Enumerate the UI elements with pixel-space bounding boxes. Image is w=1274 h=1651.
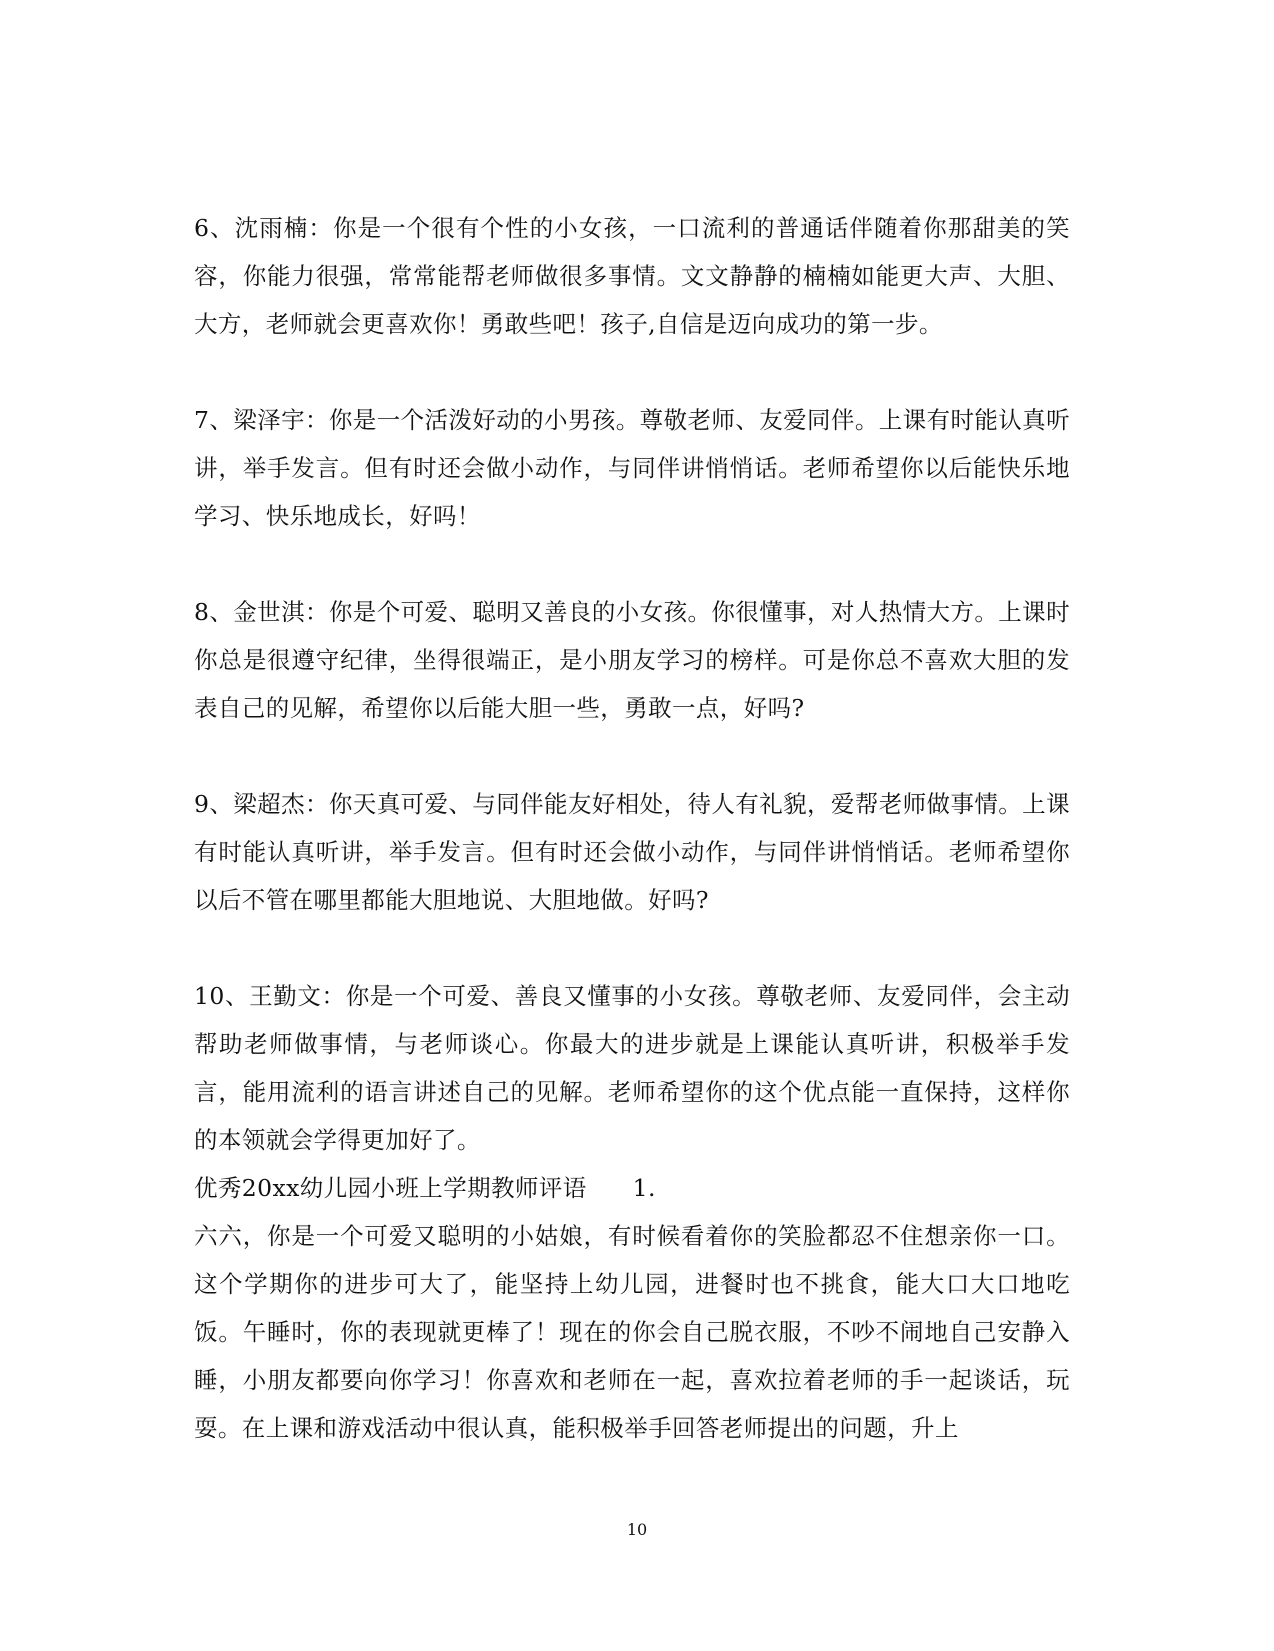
comment-paragraph-6: 6、沈雨楠：你是一个很有个性的小女孩，一口流利的普通话伴随着你那甜美的笑容，你能力很强，常常能帮老师做很多事情。文文静静的楠楠如能更大声、大胆、大方，老师就会更喜欢你！勇敢些吧！孩子,自信是迈向成功的第一步。 <box>194 214 1070 338</box>
paragraph-spacer <box>194 540 1070 588</box>
paragraph-spacer <box>194 348 1070 396</box>
final-paragraph: 六六，你是一个可爱又聪明的小姑娘，有时候看着你的笑脸都忍不住想亲你一口。这个学期你的进步可大了，能坚持上幼儿园，进餐时也不挑食，能大口大口地吃饭。午睡时，你的表现就更棒了！现在的你会自己脱衣服，不吵不闹地自己安静入睡，小朋友都要向你学习！你喜欢和老师在一起，喜欢拉着老师的手一起谈话，玩耍。在上课和游戏活动中很认真，能积极举手回答老师提出的问题，升上 <box>194 1222 1070 1442</box>
paragraph-spacer <box>194 732 1070 780</box>
section-heading: 优秀20xx幼儿园小班上学期教师评语 <box>194 1174 587 1202</box>
page-number: 10 <box>626 1520 648 1539</box>
comment-paragraph-8: 8、金世淇：你是个可爱、聪明又善良的小女孩。你很懂事，对人热情大方。上课时你总是很遵守纪律，坐得很端正，是小朋友学习的榜样。可是你总不喜欢大胆的发表自己的见解，希望你以后能大胆一些，勇敢一点，好吗? <box>194 598 1070 722</box>
comment-paragraph-9: 9、梁超杰：你天真可爱、与同伴能友好相处，待人有礼貌，爱帮老师做事情。上课有时能认真听讲，举手发言。但有时还会做小动作，与同伴讲悄悄话。老师希望你以后不管在哪里都能大胆地说、大胆地做。好吗? <box>194 790 1070 914</box>
paragraph-spacer <box>194 924 1070 972</box>
comment-paragraph-7: 7、梁泽宇：你是一个活泼好动的小男孩。尊敬老师、友爱同伴。上课有时能认真听讲，举手发言。但有时还会做小动作，与同伴讲悄悄话。老师希望你以后能快乐地学习、快乐地成长，好吗！ <box>194 406 1070 530</box>
comment-paragraph-10: 10、王勤文：你是一个可爱、善良又懂事的小女孩。尊敬老师、友爱同伴，会主动帮助老师做事情，与老师谈心。你最大的进步就是上课能认真听讲，积极举手发言，能用流利的语言讲述自己的见解。老师希望你的这个优点能一直保持，这样你的本领就会学得更加好了。 <box>194 982 1070 1154</box>
section-heading-line <box>194 1164 1070 1212</box>
section-number: 1. <box>632 1174 656 1202</box>
document-body <box>194 204 1070 1452</box>
